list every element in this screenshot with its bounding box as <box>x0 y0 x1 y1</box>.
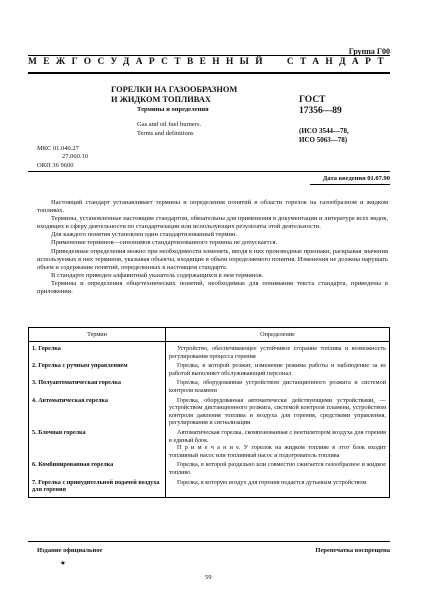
okp-code: ОКП 36 9600 <box>37 161 74 169</box>
definition-note: П р и м е ч а н и е. У горелок на жидком топливе в этот блок входит топливный насос или топливный насос и подогреватель топлива <box>169 444 386 459</box>
classification-codes <box>37 145 88 170</box>
term-cell: 1. Горелка <box>29 342 166 362</box>
header-top-rule <box>28 55 390 56</box>
introduction-text <box>37 199 388 296</box>
english-line-1: Gas and oil fuel burners. <box>137 121 202 128</box>
definition-text: Горелка, оборудованная устройством дистанционного розжига и системой контроля пламени <box>169 379 386 394</box>
term-cell: 4. Автоматическая горелка <box>29 396 166 428</box>
paragraph: Применение терминов—синонимов стандартизованного термина не допускается. <box>51 239 278 247</box>
gost-name: ГОСТ <box>299 95 326 105</box>
reprint-prohibited-label: Перепечатка воспрещена <box>315 547 390 554</box>
iso-line-2: ИСО 5063—78) <box>299 136 348 144</box>
definition-cell <box>166 378 390 395</box>
date-underline <box>310 184 390 185</box>
table-row <box>29 428 390 460</box>
term-cell: 5. Блочная горелка <box>29 428 166 460</box>
iso-reference <box>299 127 349 145</box>
document-subtitle: Термины и определения <box>137 106 209 113</box>
definition-text: Автоматическая горелка, скомпонованная с вентилятором воздуха для горения в единый блок. <box>169 428 386 444</box>
standard-type-title: МЕЖГОСУДАРСТВЕННЫЙ СТАНДАРТ <box>28 57 390 67</box>
definition-text: Горелка, в которую воздух для горения подается дутьевым устройством <box>177 478 367 486</box>
definition-cell <box>166 361 390 378</box>
title-line-1: ГОРЕЛКИ НА ГАЗООБРАЗНОМ <box>111 85 238 94</box>
gost-number: 17356—89 <box>299 106 342 116</box>
terms-table <box>28 327 390 498</box>
definition-cell <box>166 460 390 477</box>
iso-line-1: (ИСО 3544—78, <box>299 127 349 135</box>
table-header-row <box>29 328 390 342</box>
paragraph: Термины, установленные настоящим стандартом, обязательны для применения в документации и литературе всех видов, входящих в сферу деятельности по стандартизации или использующих результаты этой деятельности. <box>37 215 388 231</box>
definition-cell <box>166 428 390 460</box>
star-icon: ★ <box>60 560 66 567</box>
term-cell: 2. Горелка с ручным управлением <box>29 361 166 378</box>
footer-rule <box>28 541 390 542</box>
header-bottom-rule <box>28 72 390 74</box>
table-row <box>29 342 390 362</box>
mks-code-1: МКС 01.040.27 <box>37 145 79 152</box>
mks-code-2: 27.060.10 <box>62 153 88 161</box>
definition-text: Горелка, в которой розжиг, изменение режима работы и наблюдение за ее работой выполняет обслуживающий персонал <box>169 362 386 377</box>
definition-text: Горелка, оборудованная автоматически действующими устройствами, — устройством дистанционного розжига, системой контроля пламени, устройством контроля давления топлива и воздуха для горения, средствами управления, регулирования и сигнализации <box>169 396 386 427</box>
page-number: 59 <box>205 574 212 581</box>
terms-table-wrapper <box>28 327 390 498</box>
classification-group: Группа Г00 <box>348 47 390 56</box>
paragraph: Настоящий стандарт устанавливает термины и определения понятий в области горелок на газообразном и жидком топливах. <box>37 199 388 215</box>
document-title <box>111 85 237 105</box>
table-row <box>29 378 390 395</box>
term-cell: 6. Комбинированная горелка <box>29 460 166 477</box>
definition-cell <box>166 396 390 428</box>
table-row <box>29 396 390 428</box>
paragraph: Приведенные определения можно при необходимости изменять, вводя в них производные признаки, раскрывая значения используемых в них терминов, указывая объекты, входящие в объем определяемого понятия. Изменения не должны нарушать объем и содержание понятий, определенных в настоящем стандарте. <box>37 247 388 271</box>
title-line-2: И ЖИДКОМ ТОПЛИВАХ <box>111 95 211 104</box>
codes-rule <box>28 171 390 172</box>
term-cell: 7. Горелка с принудительной подачей воздуха для горения <box>29 478 166 498</box>
column-header-term: Термин <box>29 328 166 342</box>
table-row <box>29 460 390 477</box>
official-edition-label: Издание официальное <box>37 547 103 554</box>
date-introduced: Дата введения 01.07.90 <box>322 175 390 182</box>
table-row <box>29 361 390 378</box>
paragraph: Для каждого понятия установлен один стандартизованный термин. <box>51 231 238 239</box>
english-title <box>137 120 201 138</box>
column-header-definition: Определение <box>166 328 390 342</box>
gost-designation <box>299 95 342 117</box>
paragraph: Термины и определения общетехнических понятий, необходимые для понимания текста стандарта, приведены в приложении. <box>37 279 388 296</box>
english-line-2: Terms and definitions <box>137 130 194 137</box>
paragraph: В стандарте приведен алфавитный указатель содержащихся в нем терминов. <box>51 271 264 279</box>
term-cell: 3. Полуавтоматическая горелка <box>29 378 166 395</box>
definition-cell <box>166 478 390 498</box>
definition-text: Горелка, в которой раздельно или совместно сжигается газообразное и жидкое топливо <box>169 461 386 476</box>
definition-cell <box>166 342 390 362</box>
table-row <box>29 478 390 498</box>
definition-text: Устройство, обеспечивающее устойчивое сгорание топлива и возможность регулирования процесса горения <box>169 345 386 360</box>
